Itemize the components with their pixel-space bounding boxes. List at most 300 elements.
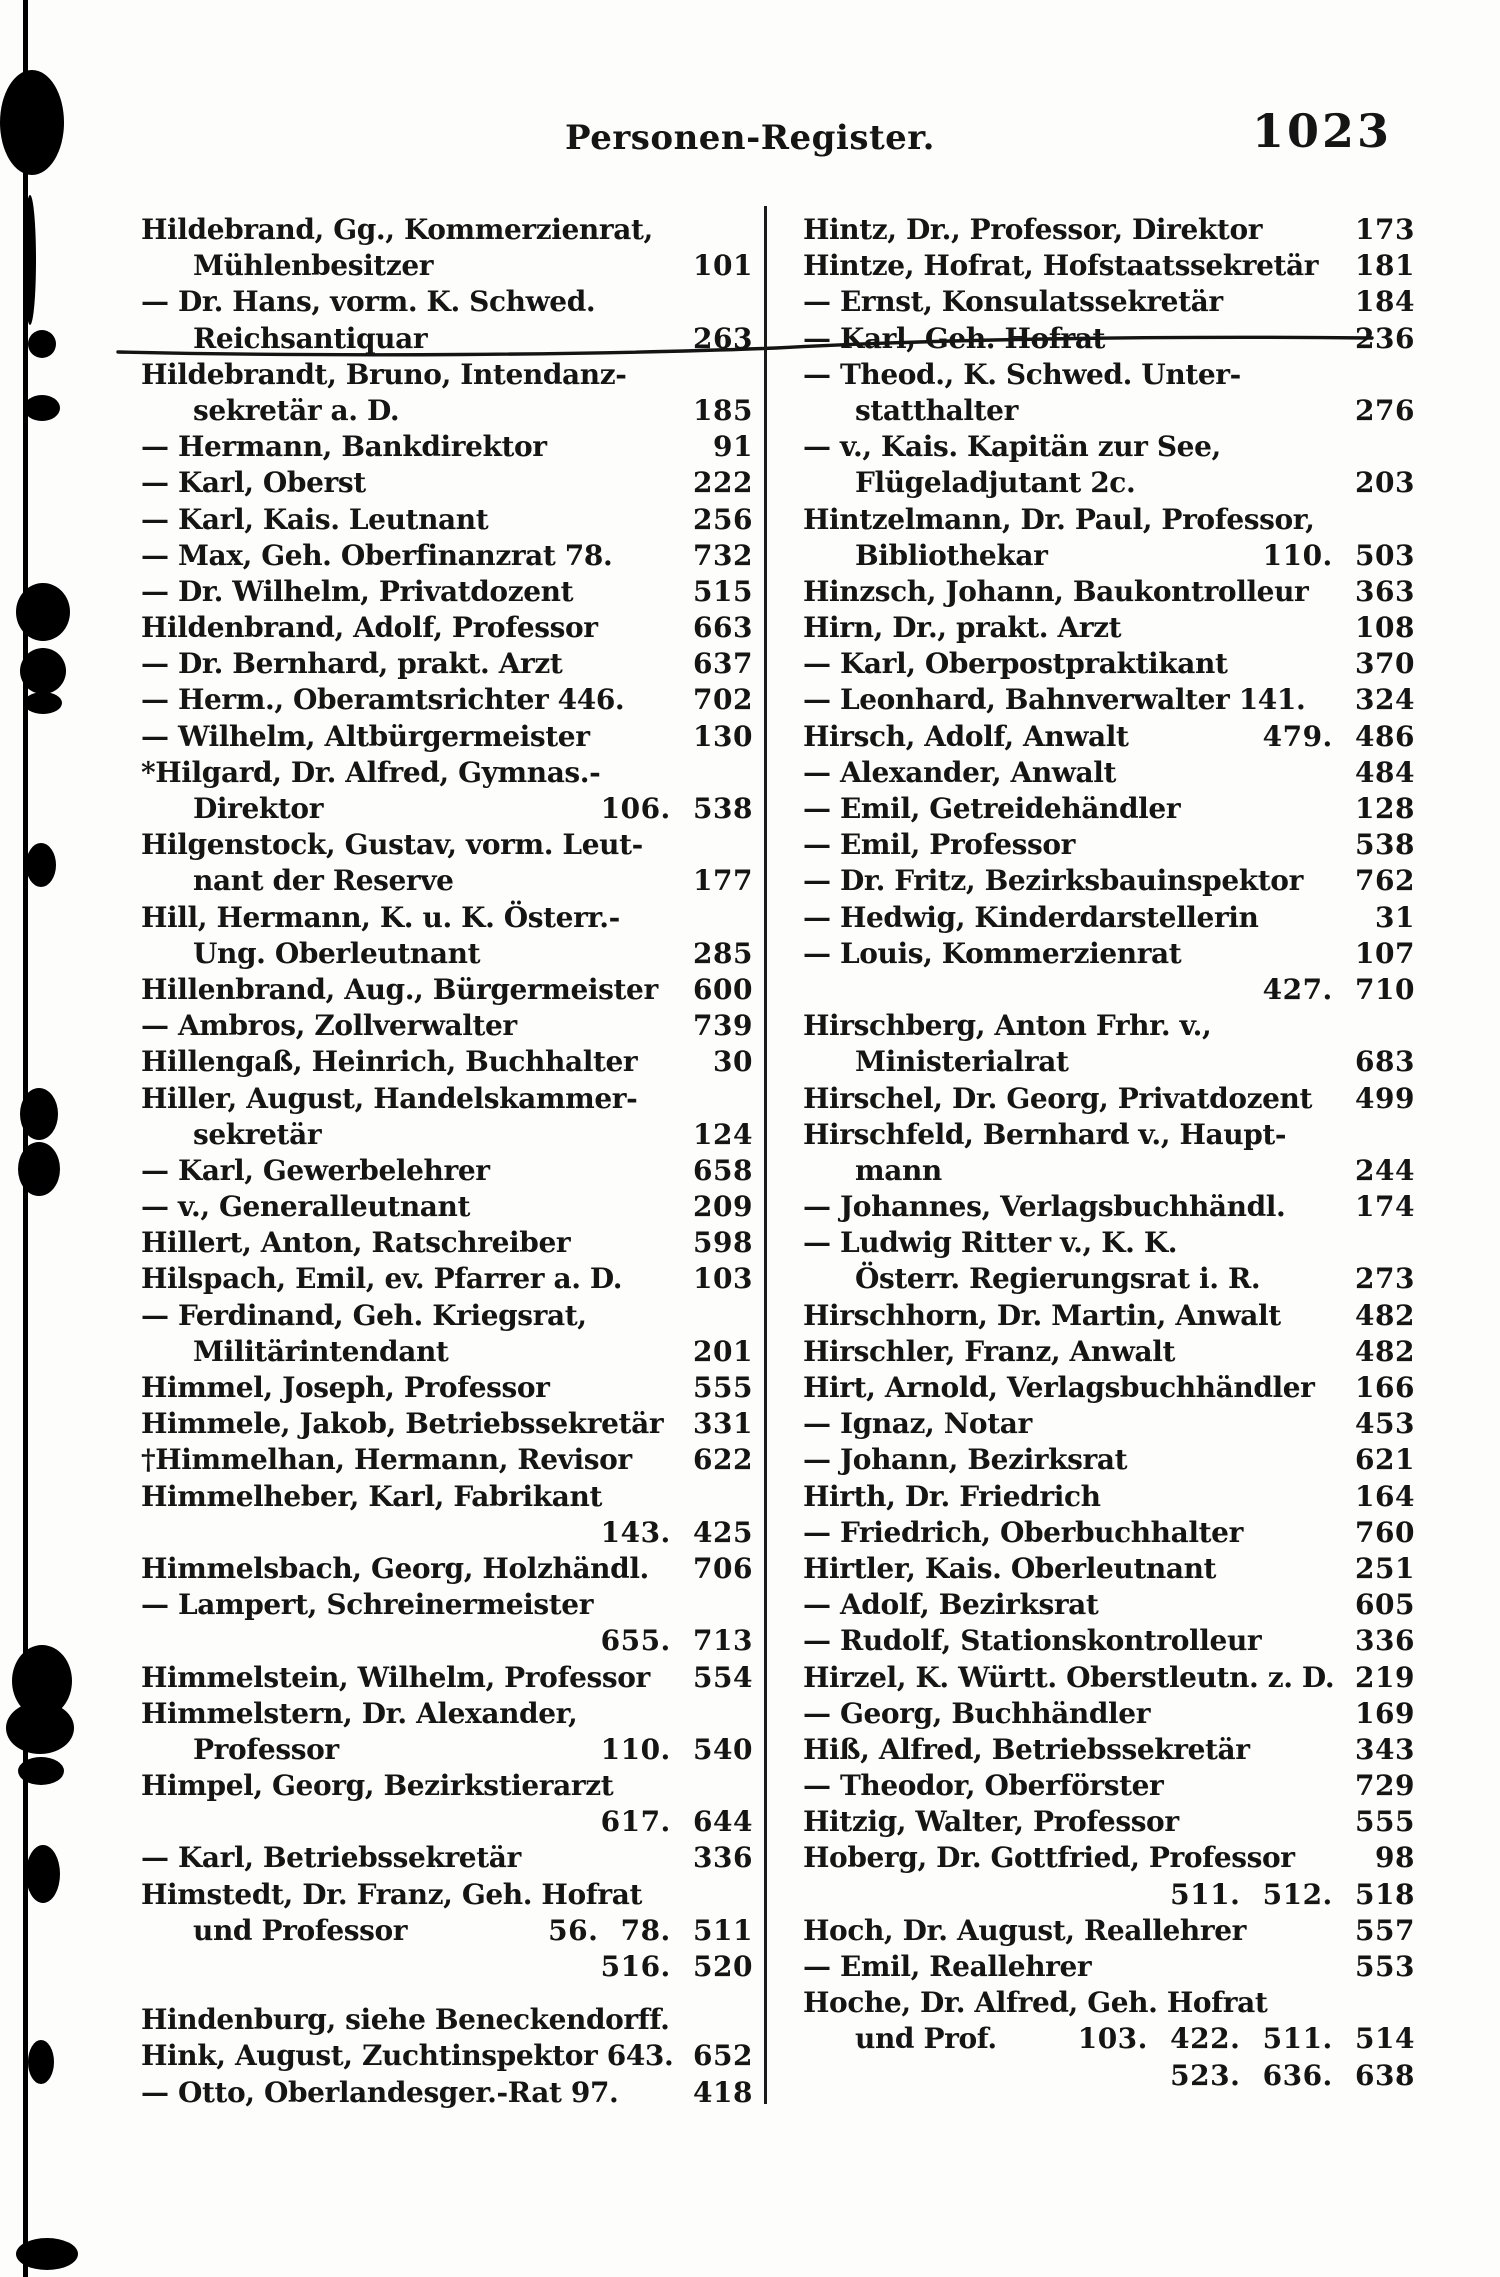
page-ref: 98 — [1375, 1841, 1415, 1875]
page-ref: 370 — [1355, 647, 1415, 681]
entry-text: — Rudolf, Stationskontrolleur — [803, 1624, 1262, 1658]
entry-text: Flügeladjutant 2c. — [855, 466, 1136, 500]
entry-text: — Adolf, Bezirksrat — [803, 1588, 1099, 1622]
index-line — [803, 1985, 1415, 2021]
page-ref: 553 — [1355, 1950, 1415, 1983]
page-title: Personen-Register. — [565, 118, 935, 158]
page-ref: 285 — [693, 936, 753, 970]
entry-text: — Ludwig Ritter v., K. K. — [803, 1226, 1178, 1260]
index-line — [803, 357, 1415, 393]
page-number: 1023 — [1252, 104, 1393, 158]
index-line — [803, 936, 1415, 972]
page-ref: 760 — [1355, 1515, 1415, 1549]
entry-text: und Professor — [193, 1913, 408, 1947]
entry-text: — Max, Geh. Oberfinanzrat 78. — [141, 538, 613, 572]
index-line — [141, 1479, 753, 1515]
index-line — [141, 1840, 753, 1876]
index-line — [803, 1261, 1415, 1297]
entry-text: Hink, August, Zuchtinspektor 643. — [141, 2039, 674, 2073]
entry-text: — Karl, Betriebssekretär — [141, 1841, 521, 1875]
index-line — [803, 248, 1415, 284]
entry-text: Direktor — [193, 792, 324, 825]
index-line — [141, 1334, 753, 1370]
entry-text: — Karl, Gewerbelehrer — [141, 1153, 490, 1187]
page-ref: 511. 512. 518 — [1170, 1877, 1415, 1911]
entry-text: Hinzsch, Johann, Baukontrolleur — [803, 574, 1309, 608]
page-ref: 106. 538 — [600, 792, 753, 825]
index-line — [141, 1732, 753, 1768]
index-line — [141, 1081, 753, 1117]
index-line — [803, 755, 1415, 791]
entry-text: Himmelstern, Dr. Alexander, — [141, 1696, 578, 1730]
page-ref: 166 — [1355, 1371, 1415, 1404]
entry-text: — Johann, Bezirksrat — [803, 1443, 1128, 1477]
entry-text: Hirschfeld, Bernhard v., Haupt- — [803, 1117, 1287, 1151]
entry-text: Hirschberg, Anton Frhr. v., — [803, 1009, 1212, 1043]
index-line — [141, 1877, 753, 1913]
page-ref: 185 — [693, 393, 753, 427]
entry-text: Hildebrand, Gg., Kommerzienrat, — [141, 213, 653, 246]
index-line — [803, 1044, 1415, 1080]
index-line — [141, 1406, 753, 1442]
entry-text: Hintze, Hofrat, Hofstaatssekretär — [803, 249, 1319, 283]
index-line — [141, 284, 753, 320]
entry-text: Hoberg, Dr. Gottfried, Professor — [803, 1841, 1295, 1875]
page-ref: 739 — [693, 1009, 753, 1043]
entry-text: Reichsantiquar — [193, 321, 428, 355]
left-column — [141, 212, 753, 2111]
index-line — [141, 827, 753, 863]
index-line — [803, 1949, 1415, 1985]
entry-text: — Lampert, Schreinermeister — [141, 1588, 594, 1622]
page-ref: 499 — [1355, 1081, 1415, 1115]
entry-text: nant der Reserve — [193, 864, 454, 898]
page-ref: 244 — [1355, 1153, 1415, 1187]
entry-text: Ministerialrat — [855, 1045, 1069, 1079]
entry-text: Himmel, Joseph, Professor — [141, 1371, 550, 1404]
index-line — [141, 1551, 753, 1587]
page-ref: 655. 713 — [600, 1624, 753, 1658]
page-ref: 336 — [693, 1841, 753, 1875]
entry-text: Hillenbrand, Aug., Bürgermeister — [141, 972, 658, 1006]
index-line — [803, 791, 1415, 827]
page-ref: 110. 540 — [600, 1732, 753, 1766]
page-ref: 174 — [1355, 1190, 1415, 1224]
page-ref: 622 — [693, 1443, 753, 1477]
entry-text: — Hedwig, Kinderdarstellerin — [803, 900, 1259, 934]
index-line — [803, 1008, 1415, 1044]
index-line — [803, 1406, 1415, 1442]
index-line — [803, 574, 1415, 610]
page-ref: 169 — [1355, 1696, 1415, 1730]
page-ref: 555 — [1355, 1805, 1415, 1839]
entry-text: Hiß, Alfred, Betriebssekretär — [803, 1732, 1250, 1766]
entry-text: Hillert, Anton, Ratschreiber — [141, 1226, 571, 1260]
page-ref: 101 — [693, 249, 753, 283]
entry-text: — Dr. Hans, vorm. K. Schwed. — [141, 285, 596, 319]
page-ref: 652 — [693, 2039, 753, 2073]
page-ref: 732 — [693, 538, 753, 572]
entry-text: — Ambros, Zollverwalter — [141, 1009, 517, 1043]
page-ref: 453 — [1355, 1407, 1415, 1441]
page-ref: 663 — [693, 611, 753, 645]
entry-text: — Dr. Fritz, Bezirksbauinspektor — [803, 864, 1303, 898]
entry-text: Hirt, Arnold, Verlagsbuchhändler — [803, 1371, 1315, 1404]
scan-artifact-blob — [18, 1142, 60, 1196]
page-ref: 251 — [1355, 1551, 1415, 1585]
entry-text: Hillengaß, Heinrich, Buchhalter — [141, 1045, 638, 1079]
index-line — [803, 682, 1415, 718]
entry-text: — Ernst, Konsulatssekretär — [803, 285, 1223, 319]
index-line — [141, 1117, 753, 1153]
page-ref: 637 — [693, 647, 753, 681]
index-line — [141, 682, 753, 718]
index-line — [803, 502, 1415, 538]
index-line — [803, 1225, 1415, 1261]
page-ref: 181 — [1355, 249, 1415, 283]
entry-text: Himmele, Jakob, Betriebssekretär — [141, 1407, 664, 1441]
index-line — [141, 1298, 753, 1334]
page-ref: 516. 520 — [600, 1950, 753, 1983]
entry-text: Himmelstein, Wilhelm, Professor — [141, 1660, 650, 1694]
index-line — [141, 2075, 753, 2111]
index-line — [141, 429, 753, 465]
entry-text: — Theod., K. Schwed. Unter- — [803, 357, 1241, 391]
entry-text: Hirschler, Franz, Anwalt — [803, 1334, 1176, 1368]
entry-text: Hirtler, Kais. Oberleutnant — [803, 1551, 1217, 1585]
scan-artifact-blob — [28, 330, 56, 358]
entry-text: — Wilhelm, Altbürgermeister — [141, 719, 590, 753]
entry-text: Hildebrandt, Bruno, Intendanz- — [141, 357, 627, 391]
page-ref: 479. 486 — [1262, 719, 1415, 753]
index-line — [803, 610, 1415, 646]
index-line — [803, 465, 1415, 501]
index-line — [803, 1081, 1415, 1117]
page-ref: 600 — [693, 972, 753, 1006]
index-line — [141, 1515, 753, 1551]
page-ref: 598 — [693, 1226, 753, 1260]
right-column — [803, 212, 1415, 2094]
entry-text: Hirth, Dr. Friedrich — [803, 1479, 1101, 1513]
index-line — [803, 429, 1415, 465]
page-ref: 30 — [713, 1045, 753, 1079]
page-ref: 418 — [693, 2075, 753, 2109]
entry-text: und Prof. — [855, 2022, 997, 2056]
entry-text: — Leonhard, Bahnverwalter 141. — [803, 683, 1306, 717]
index-line — [803, 2021, 1415, 2057]
scan-artifact-blob — [18, 1757, 64, 1785]
index-line — [141, 2038, 753, 2074]
scan-artifact-blob — [24, 395, 60, 421]
index-line — [803, 1334, 1415, 1370]
entry-text: Mühlenbesitzer — [193, 249, 434, 283]
index-line — [803, 1479, 1415, 1515]
index-line — [141, 719, 753, 755]
entry-text: Militärintendant — [193, 1334, 449, 1368]
entry-text: — Emil, Getreidehändler — [803, 792, 1181, 825]
index-line — [141, 393, 753, 429]
entry-text: mann — [855, 1153, 942, 1187]
page-ref: 658 — [693, 1153, 753, 1187]
index-line — [141, 1804, 753, 1840]
index-line — [803, 719, 1415, 755]
index-line — [803, 863, 1415, 899]
entry-text: sekretär a. D. — [193, 393, 400, 427]
entry-text: — Karl, Oberpostpraktikant — [803, 647, 1228, 681]
page-ref: 110. 503 — [1262, 538, 1415, 572]
page-ref: 56. 78. 511 — [548, 1913, 753, 1947]
index-line — [141, 755, 753, 791]
entry-text: Hoch, Dr. August, Reallehrer — [803, 1913, 1246, 1947]
page-ref: 683 — [1355, 1045, 1415, 1079]
page-ref: 263 — [693, 321, 753, 355]
entry-text: Professor — [193, 1732, 339, 1766]
page-ref: 605 — [1355, 1588, 1415, 1622]
page-ref: 343 — [1355, 1732, 1415, 1766]
page-ref: 484 — [1355, 755, 1415, 789]
index-line — [803, 1153, 1415, 1189]
scan-artifact-blob — [28, 2040, 54, 2084]
index-line — [141, 357, 753, 393]
index-line — [803, 1696, 1415, 1732]
entry-text: — Emil, Professor — [803, 828, 1075, 862]
page-ref: 236 — [1355, 321, 1415, 355]
page-ref: 482 — [1355, 1334, 1415, 1368]
index-line — [141, 465, 753, 501]
page-ref: 336 — [1355, 1624, 1415, 1658]
page-ref: 130 — [693, 719, 753, 753]
entry-text: Hindenburg, siehe Beneckendorff. — [141, 2003, 670, 2037]
entry-text: Hilspach, Emil, ev. Pfarrer a. D. — [141, 1262, 623, 1296]
index-line — [141, 1442, 753, 1478]
entry-text: — Friedrich, Oberbuchhalter — [803, 1515, 1243, 1549]
page-ref: 91 — [713, 430, 753, 464]
index-line — [141, 2002, 753, 2038]
entry-text: Himpel, Georg, Bezirkstierarzt — [141, 1769, 614, 1803]
entry-text: — Dr. Bernhard, prakt. Arzt — [141, 647, 563, 681]
index-line — [141, 1008, 753, 1044]
page-ref: 363 — [1355, 574, 1415, 608]
scan-artifact-blob — [26, 843, 56, 887]
entry-text: Hirschel, Dr. Georg, Privatdozent — [803, 1081, 1312, 1115]
index-line — [141, 321, 753, 357]
page-ref: 617. 644 — [600, 1805, 753, 1839]
index-line — [803, 1515, 1415, 1551]
entry-text: — Ferdinand, Geh. Kriegsrat, — [141, 1298, 587, 1332]
index-line — [141, 1913, 753, 1949]
entry-text: Hilgenstock, Gustav, vorm. Leut- — [141, 828, 643, 862]
index-line — [803, 646, 1415, 682]
page-ref: 173 — [1355, 213, 1415, 246]
entry-text: Hildenbrand, Adolf, Professor — [141, 611, 598, 645]
index-line — [141, 574, 753, 610]
index-line — [141, 1623, 753, 1659]
index-line — [141, 502, 753, 538]
page-ref: 621 — [1355, 1443, 1415, 1477]
entry-text: Hoche, Dr. Alfred, Geh. Hofrat — [803, 1986, 1268, 2020]
index-line — [803, 827, 1415, 863]
index-line — [803, 1804, 1415, 1840]
entry-text: Hirn, Dr., prakt. Arzt — [803, 611, 1122, 645]
entry-text: — Karl, Geh. Hofrat — [803, 321, 1106, 355]
entry-text: Himstedt, Dr. Franz, Geh. Hofrat — [141, 1877, 643, 1911]
page-ref: 324 — [1355, 683, 1415, 717]
page-ref: 729 — [1355, 1769, 1415, 1803]
entry-text: Hintzelmann, Dr. Paul, Professor, — [803, 502, 1315, 536]
page-ref: 222 — [693, 466, 753, 500]
entry-text: Himmelheber, Karl, Fabrikant — [141, 1479, 603, 1513]
page-ref: 107 — [1355, 936, 1415, 970]
index-line — [141, 1153, 753, 1189]
entry-text: Hill, Hermann, K. u. K. Österr.- — [141, 900, 620, 934]
page-ref: 256 — [693, 502, 753, 536]
scan-artifact-blob — [20, 648, 66, 694]
entry-text: *Hilgard, Dr. Alfred, Gymnas.- — [141, 755, 601, 789]
page-ref: 108 — [1355, 611, 1415, 645]
index-line — [803, 1913, 1415, 1949]
entry-text: Ung. Oberleutnant — [193, 936, 481, 970]
index-line — [803, 2058, 1415, 2094]
page-ref: 554 — [693, 1660, 753, 1694]
index-line — [803, 1840, 1415, 1876]
index-line — [141, 646, 753, 682]
index-line — [141, 900, 753, 936]
index-line — [803, 1117, 1415, 1153]
page-ref: 201 — [693, 1334, 753, 1368]
entry-text: Hintz, Dr., Professor, Direktor — [803, 213, 1263, 246]
index-line — [141, 1587, 753, 1623]
entry-text: — v., Generalleutnant — [141, 1190, 471, 1224]
index-line — [141, 1768, 753, 1804]
scan-artifact-blob — [16, 2238, 78, 2270]
page-ref: 143. 425 — [600, 1515, 753, 1549]
index-line — [141, 1261, 753, 1297]
index-line — [803, 1623, 1415, 1659]
index-line — [803, 1732, 1415, 1768]
index-line — [803, 1551, 1415, 1587]
page-ref: 219 — [1355, 1660, 1415, 1694]
scan-artifact-blob — [20, 1088, 58, 1140]
entry-text: — Alexander, Anwalt — [803, 755, 1117, 789]
index-line — [141, 610, 753, 646]
entry-text: Hitzig, Walter, Professor — [803, 1805, 1179, 1839]
entry-text: — Ignaz, Notar — [803, 1407, 1032, 1441]
page-ref: 177 — [693, 864, 753, 898]
scan-artifact-blob — [26, 1845, 60, 1903]
index-line — [141, 863, 753, 899]
index-line — [803, 1298, 1415, 1334]
index-line — [141, 212, 753, 248]
entry-text: statthalter — [855, 393, 1018, 427]
page-ref: 209 — [693, 1190, 753, 1224]
entry-text: — Dr. Wilhelm, Privatdozent — [141, 574, 574, 608]
page-ref: 702 — [693, 683, 753, 717]
page-ref: 762 — [1355, 864, 1415, 898]
index-line — [141, 936, 753, 972]
entry-text: Hirsch, Adolf, Anwalt — [803, 719, 1129, 753]
index-line — [803, 321, 1415, 357]
index-line — [141, 1696, 753, 1732]
index-line — [141, 1660, 753, 1696]
entry-text: Hirschhorn, Dr. Martin, Anwalt — [803, 1298, 1281, 1332]
entry-text: — Karl, Kais. Leutnant — [141, 502, 489, 536]
index-line — [803, 1660, 1415, 1696]
index-line — [803, 284, 1415, 320]
page-ref: 523. 636. 638 — [1170, 2058, 1415, 2092]
page-ref: 103. 422. 511. 514 — [1077, 2022, 1415, 2056]
page-ref: 203 — [1355, 466, 1415, 500]
index-line — [141, 1189, 753, 1225]
index-line — [141, 1044, 753, 1080]
entry-text: Bibliothekar — [855, 538, 1048, 572]
entry-text: Österr. Regierungsrat i. R. — [855, 1262, 1261, 1296]
page-ref: 31 — [1375, 900, 1415, 934]
index-line — [803, 212, 1415, 248]
entry-text: Hirzel, K. Württ. Oberstleutn. z. D. — [803, 1660, 1335, 1694]
scan-artifact-blob — [16, 583, 70, 641]
index-line — [141, 538, 753, 574]
entry-text: — Otto, Oberlandesger.-Rat 97. — [141, 2075, 619, 2109]
entry-text: Himmelsbach, Georg, Holzhändl. — [141, 1551, 649, 1585]
entry-text: — v., Kais. Kapitän zur See, — [803, 430, 1221, 464]
page-ref: 164 — [1355, 1479, 1415, 1513]
page-ref: 273 — [1355, 1262, 1415, 1296]
entry-text: — Theodor, Oberförster — [803, 1769, 1164, 1803]
entry-text: — Karl, Oberst — [141, 466, 366, 500]
page-ref: 103 — [693, 1262, 753, 1296]
index-line — [803, 900, 1415, 936]
page-ref: 128 — [1355, 792, 1415, 825]
page-ref: 124 — [693, 1117, 753, 1151]
index-line — [803, 1877, 1415, 1913]
page-ref: 538 — [1355, 828, 1415, 862]
scan-artifact-blob — [24, 692, 62, 714]
entry-text: — Herm., Oberamtsrichter 446. — [141, 683, 625, 717]
index-line — [803, 972, 1415, 1008]
index-line — [803, 538, 1415, 574]
index-line — [141, 1949, 753, 1985]
index-line — [803, 1442, 1415, 1478]
entry-text: — Louis, Kommerzienrat — [803, 936, 1182, 970]
index-line — [803, 1370, 1415, 1406]
index-line — [803, 393, 1415, 429]
index-line — [141, 791, 753, 827]
page-ref: 482 — [1355, 1298, 1415, 1332]
index-line — [803, 1587, 1415, 1623]
entry-text: †Himmelhan, Hermann, Revisor — [141, 1443, 632, 1477]
index-line — [803, 1189, 1415, 1225]
entry-text: — Johannes, Verlagsbuchhändl. — [803, 1190, 1286, 1224]
column-divider-rule — [764, 206, 767, 2104]
page-ref: 276 — [1355, 393, 1415, 427]
page-ref: 706 — [693, 1551, 753, 1585]
index-line — [141, 1225, 753, 1261]
page-ref: 184 — [1355, 285, 1415, 319]
entry-text: Hiller, August, Handelskammer- — [141, 1081, 638, 1115]
page-ref: 427. 710 — [1262, 972, 1415, 1006]
scan-artifact-blob — [24, 195, 36, 325]
index-line — [141, 972, 753, 1008]
page-ref: 515 — [693, 574, 753, 608]
scan-artifact-blob — [6, 1702, 74, 1754]
page-ref: 331 — [693, 1407, 753, 1441]
entry-text: — Georg, Buchhändler — [803, 1696, 1151, 1730]
page-ref: 557 — [1355, 1913, 1415, 1947]
entry-text: sekretär — [193, 1117, 322, 1151]
entry-text: — Hermann, Bankdirektor — [141, 430, 547, 464]
index-line — [803, 1768, 1415, 1804]
entry-text: — Emil, Reallehrer — [803, 1950, 1092, 1983]
